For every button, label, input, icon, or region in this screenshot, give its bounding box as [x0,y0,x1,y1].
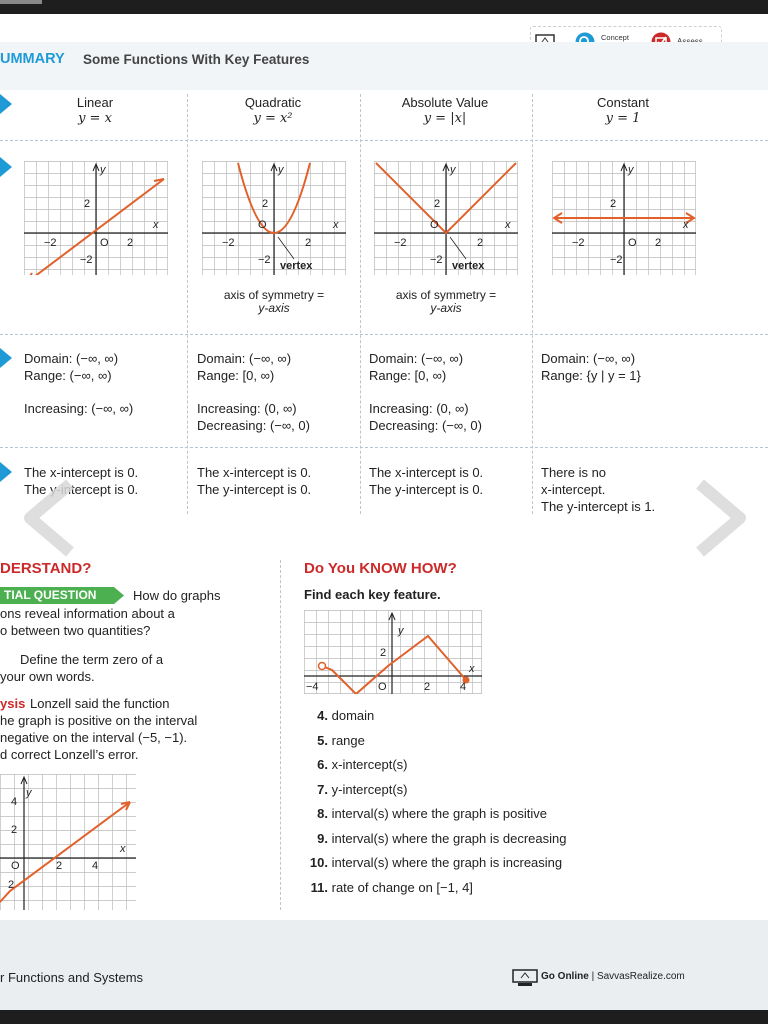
eq-line2: ons reveal information about a [0,606,175,621]
item-text: y-intercept(s) [331,781,408,797]
tick-2-x: 2 [56,860,63,872]
col-header-quadratic [218,95,328,126]
x-intercept-text: The x-intercept is 0. [24,465,139,480]
x-intercept-text: The x-intercept is 0. [369,465,484,480]
tick-4-y: 4 [11,796,18,808]
x-label: x [120,843,126,855]
column-divider-2 [360,94,361,514]
graph-key-features [304,610,482,694]
top-tab-indicator [0,0,42,4]
graph-linear [24,161,168,275]
define-line2: your own words. [0,669,95,684]
piecewise-curve [322,636,466,694]
graph-absolute [374,161,518,275]
axis-note-quadratic [210,289,338,315]
tick-2-y: 2 [84,198,91,210]
col-name-linear: Linear [76,95,114,110]
tick-2-y: 2 [434,198,441,210]
list-item [304,851,566,876]
range-text: Range: (−∞, ∞) [24,368,112,383]
range-text: Range: [0, ∞) [197,368,275,383]
x-label: x [153,219,159,231]
axis-note-line1: axis of symmetry = [223,288,325,302]
item-num: 4. [317,708,328,723]
row-marker-graph [0,157,12,177]
intercept-line3: The y-intercept is 1. [541,499,656,514]
list-item [304,729,566,754]
domain-text: Domain: (−∞, ∞) [24,351,119,366]
range-text: Range: {y | y = 1} [541,368,641,383]
know-how-heading: Do You KNOW HOW? [304,560,457,577]
go-online-link[interactable] [541,971,685,982]
intercept-line1: There is no [541,465,607,480]
origin-label: O [258,219,267,231]
section-divider [280,560,281,910]
tick-neg2-y: −2 [258,254,271,266]
origin-label: O [628,237,637,249]
graph-lonzell [0,774,136,910]
x-label: x [333,219,339,231]
item-text: interval(s) where the graph is increasing [331,855,563,870]
y-label: y [100,164,106,176]
list-item [304,753,566,778]
next-page-chevron-icon[interactable] [690,478,752,558]
list-item [304,827,566,852]
bottom-bar [0,1010,768,1024]
domain-text: Domain: (−∞, ∞) [369,351,464,366]
textbook-page[interactable] [0,14,768,1010]
key-feature-list [304,704,566,900]
essential-question-badge: TIAL QUESTION [0,587,114,604]
features-absolute [369,350,482,434]
row-divider-3 [0,447,768,448]
lonzell-curve [0,802,130,902]
summary-kicker: UMMARY [0,51,65,67]
eq-line1: How do graphs [133,588,221,603]
tick-neg2-y: −2 [610,254,623,266]
x-label: x [505,219,511,231]
y-label: y [26,787,32,799]
col-name-absolute: Absolute Value [401,95,489,110]
range-text: Range: [0, ∞) [369,368,447,383]
understand-heading: DERSTAND? [0,560,92,577]
vertex-pointer [278,237,294,259]
features-constant [541,350,641,384]
item-text: range [331,732,365,748]
tick-2-y: 2 [610,198,617,210]
analysis-line2: he graph is positive on the interval [0,713,198,728]
list-item [304,778,566,803]
tick-neg2-x: −2 [572,237,585,249]
y-intercept-text: The y-intercept is 0. [369,482,484,497]
tick-4-x: 4 [92,860,99,872]
axis-note-line2: y-axis [430,301,462,315]
vertex-pointer [450,237,466,259]
row-divider-2 [0,334,768,335]
x-intercept-text: The x-intercept is 0. [197,465,312,480]
concept-label: Concept [601,33,629,42]
prev-page-chevron-icon[interactable] [18,478,80,558]
tick-neg2-y: −2 [80,254,93,266]
item-num: 9. [317,830,328,846]
features-linear [24,350,133,417]
item-num: 10. [309,855,328,870]
analysis-tag: ysis [0,696,26,711]
tick-neg2-x: −2 [222,237,235,249]
intercept-line2: x-intercept. [541,482,606,497]
list-item [304,876,566,901]
column-divider-1 [187,94,188,514]
eq-line3: o between two quantities? [0,623,151,638]
axis-note-line1: axis of symmetry = [395,288,497,302]
define-line1: Define the term zero of a [20,652,164,667]
list-item [304,802,566,827]
col-name-constant: Constant [596,95,650,110]
item-num: 11. [310,879,328,895]
graph-constant [552,161,696,275]
row-marker-equation [0,94,12,114]
row-marker-domain [0,348,12,368]
badge-arrow [114,587,124,604]
col-equation-linear: y = x [78,111,112,126]
item-text: domain [331,708,375,723]
tick-2-y: 2 [380,647,387,659]
item-text: interval(s) where the graph is positive [331,806,547,821]
col-header-absolute [380,95,510,126]
decreasing-text: Decreasing: (−∞, 0) [369,418,482,433]
linear-curve [26,179,164,275]
tick-neg2-x: −2 [44,237,57,249]
col-equation-absolute: y = |x| [423,111,467,126]
tick-2-x: 2 [477,237,484,249]
tick-neg2-y: 2 [8,879,15,891]
origin-label: O [100,237,109,249]
vertex-label: vertex [280,260,313,272]
axis-note-absolute [382,289,510,315]
go-online-label: Go Online [541,971,589,982]
summary-title: Some Functions With Key Features [83,52,310,67]
y-label: y [278,164,284,176]
axis-note-line2: y-axis [258,301,290,315]
domain-text: Domain: (−∞, ∞) [197,351,292,366]
analysis-line3: negative on the interval (−5, −1). [0,730,188,745]
col-equation-quadratic: y = x² [253,111,293,126]
decreasing-text: Decreasing: (−∞, 0) [197,418,310,433]
item-num: 7. [317,781,328,797]
col-header-linear [40,95,150,126]
increasing-text: Increasing: (0, ∞) [369,401,469,416]
tick-2-x: 2 [424,681,431,693]
site-label: | SavvasRealize.com [591,971,685,982]
x-label: x [683,219,689,231]
row-marker-intercepts [0,462,12,482]
footer-band [0,920,768,1010]
analysis-line4: d correct Lonzell’s error. [0,747,139,762]
col-header-constant [568,95,678,126]
intercepts-constant [541,464,655,515]
tick-neg2-x: −2 [394,237,407,249]
intercepts-absolute [369,464,483,498]
vertex-label: vertex [452,260,485,272]
tick-2-x: 2 [655,237,662,249]
y-intercept-text: The y-intercept is 0. [197,482,312,497]
top-status-bar [0,0,768,14]
column-divider-3 [532,94,533,514]
tick-neg4-x: −4 [306,681,319,693]
open-endpoint [319,663,326,670]
analysis-line1: Lonzell said the function [30,696,170,711]
increasing-text: Increasing: (0, ∞) [197,401,297,416]
intercepts-quadratic [197,464,311,498]
tick-neg2-y: −2 [430,254,443,266]
know-how-prompt: Find each key feature. [304,587,441,602]
y-label: y [450,164,456,176]
origin-label: O [430,219,439,231]
domain-text: Domain: (−∞, ∞) [541,351,636,366]
tick-2-x: 2 [305,237,312,249]
grid-lines [0,774,136,910]
row-divider-1 [0,140,768,141]
item-num: 6. [317,757,328,772]
item-num: 5. [317,732,328,748]
footer-chapter-title: r Functions and Systems [0,970,144,985]
tick-2-x: 2 [127,237,134,249]
y-intercept-text: The y-intercept is 0. [24,482,139,497]
go-online-icon[interactable] [512,969,538,987]
item-num: 8. [317,806,328,821]
tick-2-y: 2 [262,198,269,210]
item-text: rate of change on [−1, 4] [331,879,473,895]
y-label: y [628,164,634,176]
x-label: x [469,663,475,675]
origin-label: O [11,860,20,872]
origin-label: O [378,681,387,693]
features-quadratic [197,350,310,434]
tick-4-x: 4 [460,681,467,693]
col-name-quadratic: Quadratic [244,95,302,110]
y-label: y [398,625,404,637]
col-equation-constant: y = 1 [605,111,641,126]
item-text: x-intercept(s) [331,757,408,772]
list-item [304,704,566,729]
grid-lines [304,610,482,694]
item-text: interval(s) where the graph is decreasing [331,830,567,846]
tick-2-y: 2 [11,824,18,836]
graph-quadratic [202,161,346,275]
increasing-text: Increasing: (−∞, ∞) [24,401,134,416]
